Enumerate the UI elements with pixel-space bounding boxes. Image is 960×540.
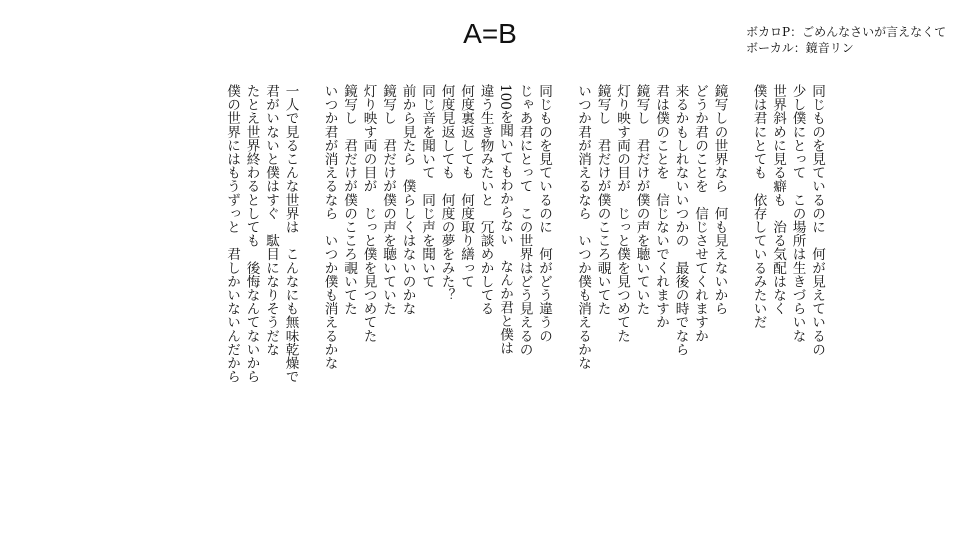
stanza-2	[573, 84, 729, 514]
lyric-line: 僕の世界にはもうずっと 君しかいないんだから	[224, 84, 240, 384]
lyric-line: 鏡写し 君だけが僕の声を聴いていた	[380, 84, 396, 316]
lyric-line: いつか君が消えるなら いつか僕も消えるかな	[575, 84, 591, 370]
lyric-line: 鏡写し 君だけが僕のこころ覗いてた	[594, 84, 611, 316]
lyric-line: 灯り映す両の目が じっと僕を見つめてた	[614, 84, 630, 343]
lyric-line: 何度裏返しても 何度取り繕って	[458, 84, 474, 288]
lyric-line: 同じものを見ているのに 何が見えているの	[809, 84, 825, 356]
lyric-line: 鏡写し 君だけが僕のこころ覗いてた	[341, 84, 357, 316]
credit-vocal: ボーカル：鏡音リン	[746, 41, 854, 55]
lyric-line: 一人で見るこんな世界は こんなにも無味乾燥で	[282, 84, 299, 384]
lyric-line: 同じものを見ているのに 何がどう違うの	[536, 84, 552, 343]
credits	[746, 24, 946, 56]
lyric-line: 100を聞いてもわからない なんか君と僕は	[497, 84, 513, 355]
lyric-line: 僕は君にとても 依存しているみたいだ	[750, 84, 767, 329]
song-title: A=B	[463, 18, 517, 49]
stanza-1	[748, 84, 826, 514]
lyric-line: 前から見たら 僕らしくはないのかな	[399, 84, 416, 316]
lyric-line: 君は僕のことを 信じないでくれますか	[653, 84, 669, 329]
lyric-line: いつか君が消えるなら いつか僕も消えるかな	[321, 84, 338, 370]
lyric-line: 少し僕にとって この場所は生きづらいな	[789, 84, 806, 343]
lyric-line: 来るかもしれないいつかの 最後の時でなら	[672, 84, 689, 356]
lyric-line: 同じ音を聞いて 同じ声を聞いて	[419, 84, 435, 288]
lyric-line: たとえ世界終わるとしても 後悔なんてないから	[243, 84, 260, 384]
credit-producer: ボカロP：ごめんなさいが言えなくて	[746, 25, 947, 39]
lyric-line: 鏡写しの世界なら 何も見えないから	[711, 84, 728, 316]
stanza-3	[319, 84, 553, 514]
lyric-line: どうか君のことを 信じさせてくれますか	[692, 84, 708, 343]
lyric-line: 何度見返しても 何度の夢をみた？	[438, 84, 455, 302]
lyric-line: 君がいないと僕はすぐ 駄目になりそうだな	[263, 84, 279, 356]
lyric-line: 違う生き物みたいと 冗談めかしてる	[477, 84, 494, 316]
lyric-line: 鏡写し 君だけが僕の声を聴いていた	[633, 84, 650, 316]
lyric-line: 灯り映す両の目が じっと僕を見つめてた	[360, 84, 377, 343]
lyric-line: じゃあ君にとって この世界はどう見えるの	[516, 84, 533, 356]
lyrics-body	[152, 84, 826, 514]
lyric-line: 世界斜めに見る癖も 治る気配はなく	[770, 84, 786, 316]
stanza-4	[222, 84, 300, 514]
